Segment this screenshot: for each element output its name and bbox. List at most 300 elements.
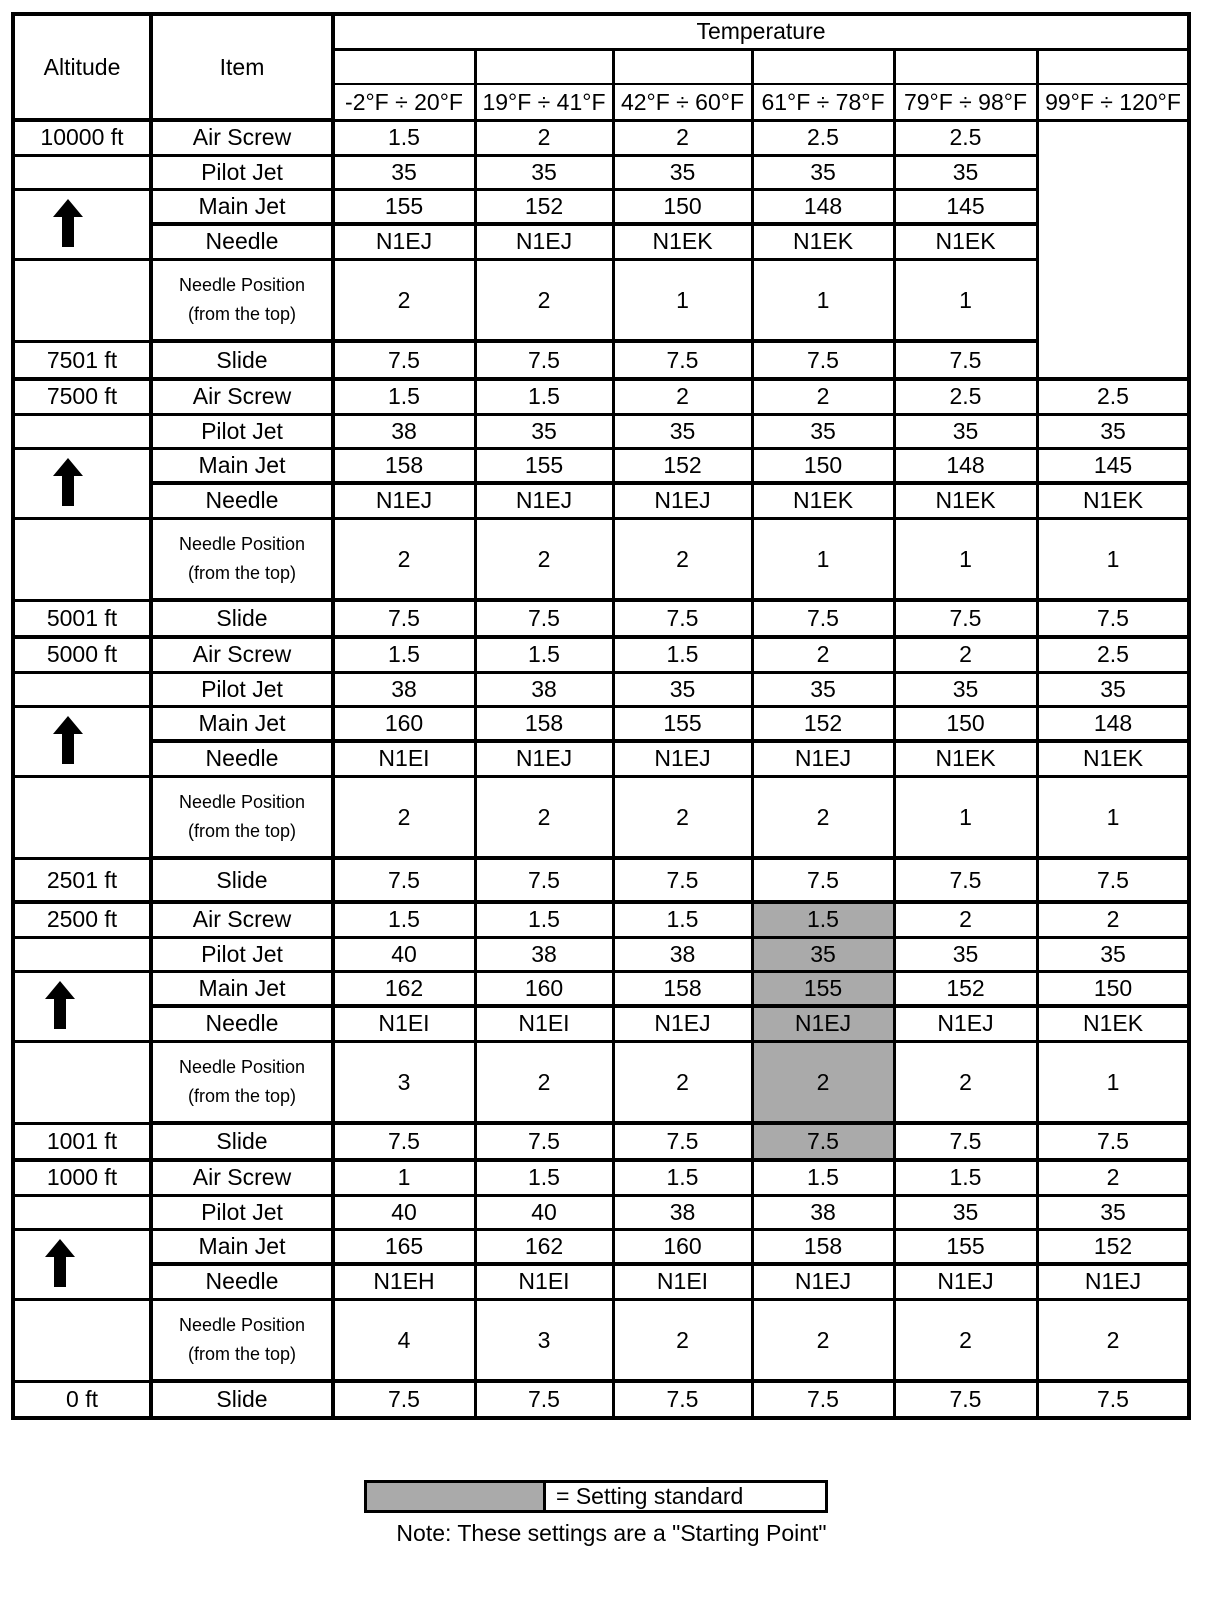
item-label: Pilot Jet — [201, 1198, 283, 1225]
group-divider — [11, 1416, 1191, 1420]
value-cell: N1EJ — [515, 228, 573, 254]
item-label: Main Jet — [198, 975, 286, 1001]
value-cell: 1 — [1106, 545, 1120, 572]
row-divider — [151, 188, 1037, 191]
value-cell: 7.5 — [388, 346, 420, 373]
cell-text-line: (from the top) — [187, 1086, 297, 1106]
value-cell: N1EJ — [515, 487, 573, 513]
table-border-top — [11, 12, 1191, 16]
item-label: Needle — [205, 487, 279, 513]
value-cell: 155 — [384, 193, 424, 219]
value-cell: N1EJ — [654, 745, 711, 771]
column-divider — [751, 1160, 754, 1418]
item-label — [151, 1041, 333, 1123]
column-divider — [474, 902, 477, 1160]
column-divider — [474, 120, 477, 379]
value-cell: N1EI — [518, 1268, 570, 1294]
value-cell: 1.5 — [388, 124, 420, 150]
row-divider — [151, 222, 1037, 226]
value-cell: 158 — [803, 1233, 843, 1259]
value-cell: 35 — [1100, 940, 1126, 967]
value-cell: N1EK — [1082, 487, 1144, 513]
value-cell: 40 — [531, 1198, 557, 1225]
cell-text-line: (from the top) — [187, 821, 297, 841]
item-label — [151, 776, 333, 858]
arrow-up-icon — [45, 981, 75, 1029]
value-cell: 1 — [676, 286, 689, 313]
altitude-divider — [13, 447, 151, 450]
header-column-divider — [751, 49, 754, 120]
item-label: Needle — [205, 745, 279, 771]
value-cell: 158 — [663, 975, 702, 1001]
value-cell: N1EJ — [375, 228, 433, 254]
value-cell: 2.5 — [1097, 641, 1129, 667]
column-divider — [612, 902, 615, 1160]
row-divider — [151, 517, 1189, 520]
value-cell: N1EJ — [1084, 1268, 1142, 1294]
column-divider — [149, 120, 153, 379]
value-cell: N1EJ — [654, 1010, 711, 1036]
row-divider — [151, 856, 1189, 860]
value-cell: 2 — [537, 803, 551, 830]
arrow-up-icon — [53, 716, 83, 764]
cell-text-line: Needle Position — [178, 792, 306, 812]
row-divider — [151, 1121, 1189, 1125]
value-cell: 158 — [524, 710, 564, 736]
column-divider — [1036, 120, 1039, 379]
row-divider — [151, 1262, 1189, 1266]
item-label: Pilot Jet — [201, 675, 283, 702]
temp-range-header: 61°F ÷ 78°F — [761, 88, 885, 115]
row-divider — [151, 936, 1189, 939]
value-cell: 4 — [397, 1326, 411, 1353]
header-column-divider — [893, 49, 896, 120]
value-cell: N1EI — [378, 1010, 430, 1036]
column-divider — [331, 14, 335, 120]
header-bottom — [11, 118, 333, 122]
row-divider — [151, 481, 1189, 485]
value-cell: 35 — [1100, 417, 1126, 444]
value-cell: 2 — [397, 545, 411, 572]
header-column-divider — [612, 49, 615, 120]
value-cell: 35 — [1100, 1198, 1126, 1225]
value-cell: 7.5 — [388, 1128, 420, 1154]
cell-text-line: Needle Position — [178, 275, 306, 295]
column-divider — [612, 120, 615, 379]
row-divider — [151, 1379, 1189, 1383]
value-cell: 1 — [816, 286, 830, 313]
value-cell: 35 — [531, 417, 557, 444]
value-cell: 2 — [959, 906, 972, 932]
value-cell: 148 — [803, 193, 843, 219]
value-cell: 160 — [663, 1233, 702, 1259]
item-label: Pilot Jet — [201, 417, 283, 444]
temp-range-header: 19°F ÷ 41°F — [482, 88, 606, 115]
value-cell: 38 — [391, 417, 417, 444]
item-header: Item — [219, 53, 265, 80]
column-divider — [331, 379, 335, 637]
value-cell: 145 — [1093, 452, 1133, 478]
cell-text-line: Needle Position — [178, 1315, 306, 1335]
column-divider — [751, 379, 754, 637]
value-cell: N1EH — [373, 1268, 435, 1294]
value-cell: 2 — [816, 641, 830, 667]
temp-range-header: -2°F ÷ 20°F — [345, 88, 463, 115]
value-cell: 150 — [1093, 975, 1133, 1001]
column-divider — [331, 902, 335, 1160]
cell-text-line: (from the top) — [187, 304, 297, 324]
arrow-up-icon — [53, 199, 83, 247]
altitude-divider — [13, 340, 151, 343]
value-cell: N1EJ — [515, 745, 573, 771]
altitude-divider — [13, 775, 151, 778]
value-cell: 35 — [391, 158, 417, 185]
row-divider — [151, 447, 1189, 450]
altitude-divider — [13, 1122, 151, 1125]
value-cell: 7.5 — [528, 1128, 560, 1154]
value-cell: 2 — [537, 545, 551, 572]
value-cell: 35 — [952, 675, 979, 702]
altitude-bottom-label: 7501 ft — [46, 346, 118, 373]
column-divider — [893, 379, 896, 637]
arrow-up-icon — [53, 458, 83, 506]
altitude-divider — [13, 671, 151, 674]
value-cell: 38 — [391, 675, 417, 702]
altitude-divider — [13, 970, 151, 973]
altitude-bottom-label: 5001 ft — [46, 605, 118, 631]
column-divider — [893, 902, 896, 1160]
row-divider — [151, 258, 1037, 261]
temp-range-header: 42°F ÷ 60°F — [620, 88, 745, 115]
value-cell: N1EK — [792, 228, 854, 254]
value-cell: 7.5 — [528, 866, 560, 893]
value-cell: 7.5 — [949, 605, 982, 631]
altitude-bottom-label: 1001 ft — [46, 1128, 118, 1154]
item-label: Main Jet — [198, 1233, 286, 1259]
value-cell: N1EK — [935, 745, 996, 771]
value-cell: 35 — [810, 158, 836, 185]
value-cell: 155 — [946, 1233, 985, 1259]
value-cell: 35 — [669, 417, 696, 444]
value-cell: 152 — [663, 452, 702, 478]
item-label: Pilot Jet — [201, 158, 283, 185]
column-divider — [1036, 1160, 1039, 1418]
value-cell: 38 — [810, 1198, 836, 1225]
value-cell: 1 — [959, 545, 972, 572]
value-cell: 155 — [524, 452, 564, 478]
value-cell: 35 — [1100, 675, 1126, 702]
header-column-divider — [474, 49, 477, 120]
item-label: Needle — [205, 228, 279, 254]
value-cell: 2 — [397, 286, 411, 313]
value-cell: 35 — [810, 417, 836, 444]
value-cell: N1EI — [378, 745, 430, 771]
value-cell: 1.5 — [528, 383, 560, 409]
value-cell: N1EI — [518, 1010, 570, 1036]
cell-text-line: Needle Position — [178, 534, 306, 554]
value-cell: 152 — [803, 710, 843, 736]
temperature-header: Temperature — [696, 18, 826, 44]
column-divider — [751, 637, 754, 902]
value-cell: 1 — [959, 803, 972, 830]
value-cell: 7.5 — [666, 1128, 699, 1154]
value-cell: 35 — [952, 1198, 979, 1225]
altitude-divider — [13, 705, 151, 708]
column-divider — [612, 379, 615, 637]
value-cell: 35 — [810, 940, 836, 967]
altitude-divider — [13, 188, 151, 191]
value-cell: 35 — [531, 158, 557, 185]
column-divider — [474, 379, 477, 637]
value-cell: 35 — [952, 417, 979, 444]
value-cell: 2 — [537, 124, 551, 150]
value-cell: 2 — [959, 641, 972, 667]
value-cell: 2 — [959, 1068, 972, 1095]
value-cell: N1EJ — [375, 487, 433, 513]
altitude-divider — [13, 599, 151, 602]
value-cell: N1EJ — [794, 745, 852, 771]
column-divider — [1036, 902, 1039, 1160]
item-label: Main Jet — [198, 193, 286, 219]
item-label: Slide — [216, 346, 268, 373]
value-cell: 7.5 — [949, 866, 982, 893]
value-cell: 2 — [397, 803, 411, 830]
item-label — [151, 518, 333, 600]
altitude-divider — [13, 857, 151, 860]
value-cell: 148 — [946, 452, 985, 478]
column-divider — [612, 1160, 615, 1418]
value-cell: 7.5 — [528, 1386, 560, 1412]
value-cell: 2 — [816, 1326, 830, 1353]
value-cell: 158 — [384, 452, 424, 478]
value-cell: 7.5 — [528, 605, 560, 631]
value-cell: 155 — [663, 710, 702, 736]
column-divider — [474, 637, 477, 902]
value-cell: N1EK — [652, 228, 713, 254]
value-cell: 7.5 — [807, 605, 839, 631]
value-cell: 3 — [537, 1326, 551, 1353]
column-divider — [331, 637, 335, 902]
value-cell: 38 — [669, 940, 696, 967]
value-cell: 7.5 — [388, 866, 420, 893]
value-cell: 7.5 — [388, 1386, 420, 1412]
value-cell: 2 — [676, 1068, 689, 1095]
value-cell: 2 — [1106, 906, 1120, 932]
value-cell: 150 — [803, 452, 843, 478]
table-border-left — [11, 14, 15, 1418]
table-border-right — [1187, 14, 1191, 1418]
value-cell: 2 — [1106, 1326, 1120, 1353]
legend-swatch — [364, 1480, 546, 1513]
value-cell: 7.5 — [528, 346, 560, 373]
value-cell: 35 — [669, 158, 696, 185]
column-divider — [331, 120, 335, 379]
item-label — [151, 259, 333, 341]
value-cell: 162 — [384, 975, 424, 1001]
value-cell: 7.5 — [807, 1386, 839, 1412]
value-cell: 7.5 — [666, 866, 699, 893]
header-bottom — [333, 119, 1191, 122]
value-cell: 2 — [537, 1068, 551, 1095]
value-cell: 7.5 — [1097, 605, 1129, 631]
altitude-top-label: 1000 ft — [46, 1164, 118, 1190]
value-cell: N1EK — [792, 487, 854, 513]
value-cell: 38 — [669, 1198, 696, 1225]
note-text: Note: These settings are a "Starting Point" — [396, 1519, 827, 1546]
value-cell: 7.5 — [807, 1128, 839, 1154]
value-cell: 152 — [524, 193, 564, 219]
value-cell: 152 — [946, 975, 985, 1001]
column-divider — [612, 637, 615, 902]
altitude-top-label: 10000 ft — [40, 124, 124, 150]
value-cell: 35 — [952, 940, 979, 967]
item-label: Air Screw — [192, 1164, 292, 1190]
value-cell: N1EK — [1082, 1010, 1144, 1036]
value-cell: 2.5 — [1097, 383, 1129, 409]
value-cell: 1.5 — [528, 641, 560, 667]
value-cell: 150 — [663, 193, 702, 219]
legend-label: = Setting standard — [556, 1483, 744, 1509]
altitude-bottom-label: 0 ft — [66, 1386, 98, 1412]
altitude-top-label: 5000 ft — [46, 641, 118, 667]
item-label: Slide — [216, 1128, 268, 1154]
value-cell: 2 — [676, 803, 689, 830]
column-divider — [893, 637, 896, 902]
column-divider — [149, 637, 153, 902]
altitude-bottom-label: 2501 ft — [46, 866, 118, 893]
value-cell: 7.5 — [666, 346, 699, 373]
value-cell: 2 — [676, 124, 689, 150]
value-cell: 35 — [952, 158, 979, 185]
value-cell: N1EK — [935, 228, 996, 254]
row-divider — [151, 775, 1189, 778]
value-cell: N1EK — [1082, 745, 1144, 771]
value-cell: 35 — [669, 675, 696, 702]
column-divider — [331, 1160, 335, 1418]
value-cell: 2 — [959, 1326, 972, 1353]
altitude-divider — [13, 258, 151, 261]
value-cell: 7.5 — [666, 605, 699, 631]
value-cell: 7.5 — [1097, 1386, 1129, 1412]
value-cell: 162 — [524, 1233, 564, 1259]
column-divider — [1036, 379, 1039, 637]
value-cell: 1.5 — [666, 641, 699, 667]
header-divider — [333, 48, 1189, 51]
value-cell: N1EJ — [794, 1010, 852, 1036]
row-divider — [151, 154, 1037, 157]
value-cell: 1 — [959, 286, 972, 313]
row-divider — [151, 739, 1189, 743]
value-cell: 148 — [1093, 710, 1133, 736]
value-cell: N1EJ — [937, 1010, 994, 1036]
value-cell: 145 — [946, 193, 985, 219]
altitude-header: Altitude — [43, 53, 121, 80]
value-cell: 7.5 — [949, 1128, 982, 1154]
value-cell: 1.5 — [666, 906, 699, 932]
row-divider — [151, 1040, 1189, 1043]
value-cell: 38 — [531, 940, 557, 967]
value-cell: 1.5 — [807, 1164, 839, 1190]
value-cell: 1 — [397, 1164, 411, 1190]
value-cell: 2 — [816, 1068, 830, 1095]
value-cell: 2.5 — [949, 383, 982, 409]
row-divider — [151, 413, 1189, 416]
row-divider — [151, 671, 1189, 674]
item-label: Pilot Jet — [201, 940, 283, 967]
value-cell: N1EJ — [794, 1268, 852, 1294]
cell-text-line: (from the top) — [187, 1344, 297, 1364]
row-divider — [151, 339, 1037, 343]
value-cell: 38 — [531, 675, 557, 702]
row-divider — [151, 1228, 1189, 1231]
value-cell: 40 — [391, 1198, 417, 1225]
column-divider — [751, 120, 754, 379]
value-cell: 7.5 — [1097, 866, 1129, 893]
row-divider — [151, 1298, 1189, 1301]
row-divider — [151, 1194, 1189, 1197]
altitude-top-label: 7500 ft — [46, 383, 118, 409]
item-label: Main Jet — [198, 710, 286, 736]
value-cell: 1.5 — [949, 1164, 982, 1190]
value-cell: 1.5 — [528, 1164, 560, 1190]
value-cell: 2 — [1106, 1164, 1120, 1190]
column-divider — [751, 902, 754, 1160]
value-cell: 7.5 — [388, 605, 420, 631]
column-divider — [149, 14, 153, 120]
item-label: Slide — [216, 1386, 268, 1412]
item-label: Air Screw — [192, 124, 292, 150]
value-cell: 1.5 — [666, 1164, 699, 1190]
item-label — [151, 1299, 333, 1381]
column-divider — [149, 1160, 153, 1418]
altitude-divider — [13, 1194, 151, 1197]
value-cell: 7.5 — [807, 346, 839, 373]
value-cell: 1 — [1106, 1068, 1120, 1095]
column-divider — [149, 902, 153, 1160]
value-cell: 2 — [816, 803, 830, 830]
item-label: Slide — [216, 866, 268, 893]
item-label: Main Jet — [198, 452, 286, 478]
value-cell: N1EK — [935, 487, 996, 513]
value-cell: 165 — [384, 1233, 424, 1259]
value-cell: 1 — [1106, 803, 1120, 830]
row-divider — [151, 598, 1189, 602]
value-cell: 2 — [537, 286, 551, 313]
altitude-divider — [13, 1228, 151, 1231]
value-cell: 160 — [524, 975, 564, 1001]
altitude-top-label: 2500 ft — [46, 906, 118, 932]
value-cell: 1.5 — [528, 906, 560, 932]
column-divider — [149, 379, 153, 637]
item-label: Needle — [205, 1268, 279, 1294]
value-cell: 150 — [946, 710, 985, 736]
value-cell: 7.5 — [807, 866, 839, 893]
item-label: Slide — [216, 605, 268, 631]
value-cell: 2.5 — [949, 124, 982, 150]
value-cell: N1EJ — [654, 487, 711, 513]
value-cell: 152 — [1093, 1233, 1133, 1259]
altitude-divider — [13, 154, 151, 157]
value-cell: 2 — [676, 1326, 689, 1353]
value-cell: 2 — [676, 545, 689, 572]
altitude-divider — [13, 1040, 151, 1043]
altitude-divider — [13, 936, 151, 939]
arrow-up-icon — [45, 1239, 75, 1287]
value-cell: 155 — [803, 975, 843, 1001]
column-divider — [893, 1160, 896, 1418]
cell-text-line: Needle Position — [178, 1057, 306, 1077]
altitude-divider — [13, 413, 151, 416]
